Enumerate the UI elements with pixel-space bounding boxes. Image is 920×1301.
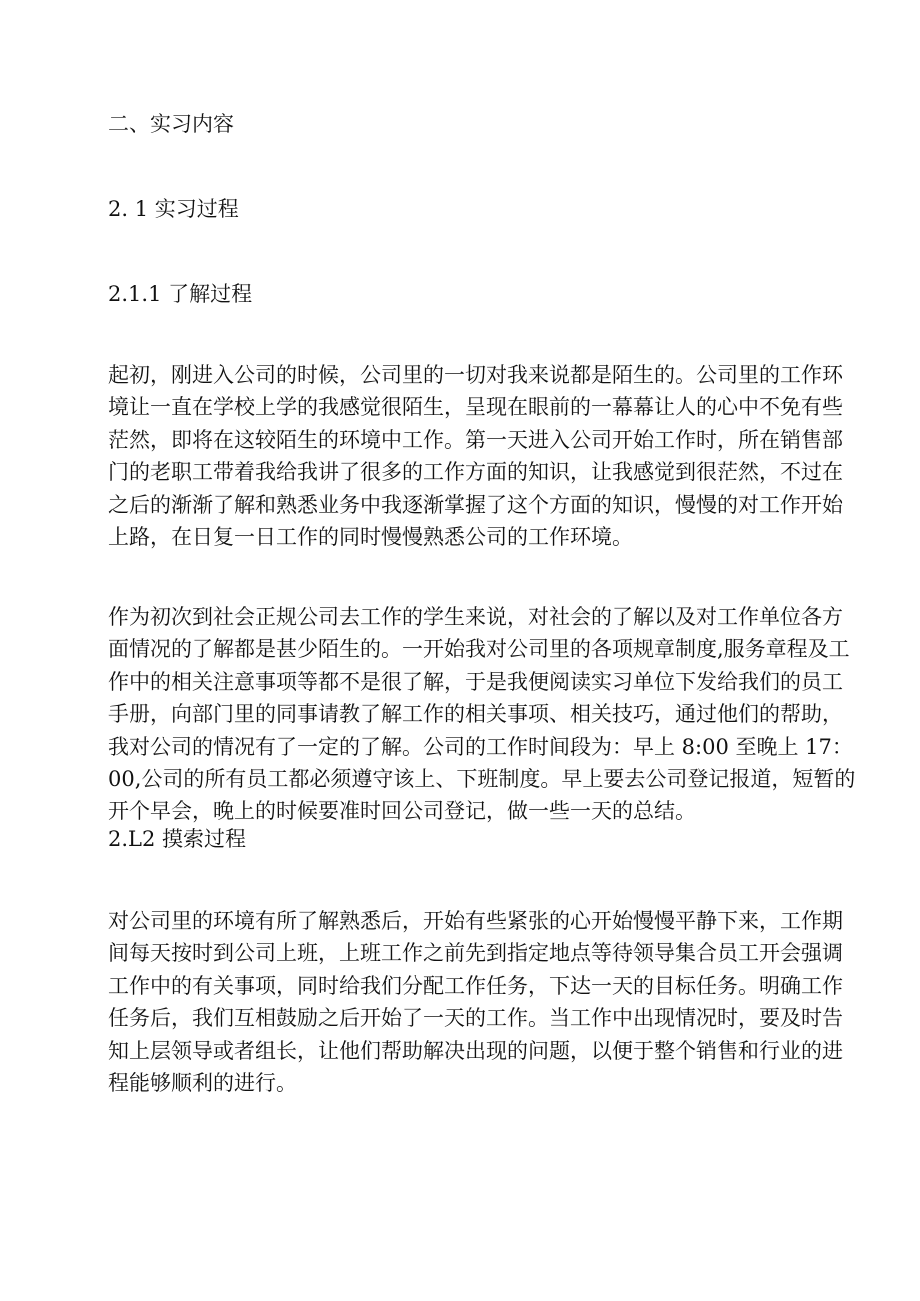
paragraph-line: 任务后，我们互相鼓励之后开始了一天的工作。当工作中出现情况时，要及时告 [108,1006,843,1031]
paragraph-line: 上路，在日复一日工作的同时慢慢熟悉公司的工作环境。 [108,525,633,550]
section-heading: 二、实习内容 [108,112,234,136]
paragraph-line: 开个早会，晚上的时候要准时回公司登记，做一些一天的总结。 [108,799,696,824]
paragraph-line: 作中的相关注意事项等都不是很了解，于是我便阅读实习单位下发给我们的员工 [108,669,843,694]
subsection-heading: 2. 1 实习过程 [108,197,239,221]
paragraph-line: 间每天按时到公司上班，上班工作之前先到指定地点等待领导集合员工开会强调 [108,941,843,966]
paragraph-line: 茫然，即将在这较陌生的环境中工作。第一天进入公司开始工作时，所在销售部 [108,427,843,452]
paragraph-daily-work [108,905,843,1099]
paragraph-line: 作为初次到社会正规公司去工作的学生来说，对社会的了解以及对工作单位各方 [108,605,843,629]
paragraph-line: 之后的渐渐了解和熟悉业务中我逐渐掌握了这个方面的知识，慢慢的对工作开始 [108,492,843,517]
subsubsection-heading-exploration: 2.L2 摸索过程 [108,827,247,851]
paragraph-line: 面情况的了解都是甚少陌生的。一开始我对公司里的各项规章制度,服务章程及工 [108,637,850,662]
paragraph-initial-experience [108,359,843,553]
subsubsection-heading-understanding: 2.1.1 了解过程 [108,282,253,306]
paragraph-line: 手册，向部门里的同事请教了解工作的相关事项、相关技巧，通过他们的帮助， [108,702,843,727]
paragraph-line: 程能够顺利的进行。 [108,1071,297,1096]
paragraph-line: 门的老职工带着我给我讲了很多的工作方面的知识，让我感觉到很茫然，不过在 [108,460,843,485]
paragraph-line: 00,公司的所有员工都必须遵守该上、下班制度。早上要去公司登记报道，短暂的 [108,767,856,792]
paragraph-line: 对公司里的环境有所了解熟悉后，开始有些紧张的心开始慢慢平静下来，工作期 [108,909,843,933]
paragraph-line: 知上层领导或者组长，让他们帮助解决出现的问题，以便于整个销售和行业的进 [108,1038,843,1063]
paragraph-company-rules [108,601,856,828]
paragraph-line: 起初，刚进入公司的时候，公司里的一切对我来说都是陌生的。公司里的工作环 [108,363,843,387]
paragraph-line: 工作中的有关事项，同时给我们分配工作任务，下达一天的目标任务。明确工作 [108,973,843,998]
paragraph-line: 境让一直在学校上学的我感觉很陌生，呈现在眼前的一幕幕让人的心中不免有些 [108,395,843,420]
paragraph-line: 我对公司的情况有了一定的了解。公司的工作时间段为：早上 8:00 至晚上 17： [108,734,853,759]
